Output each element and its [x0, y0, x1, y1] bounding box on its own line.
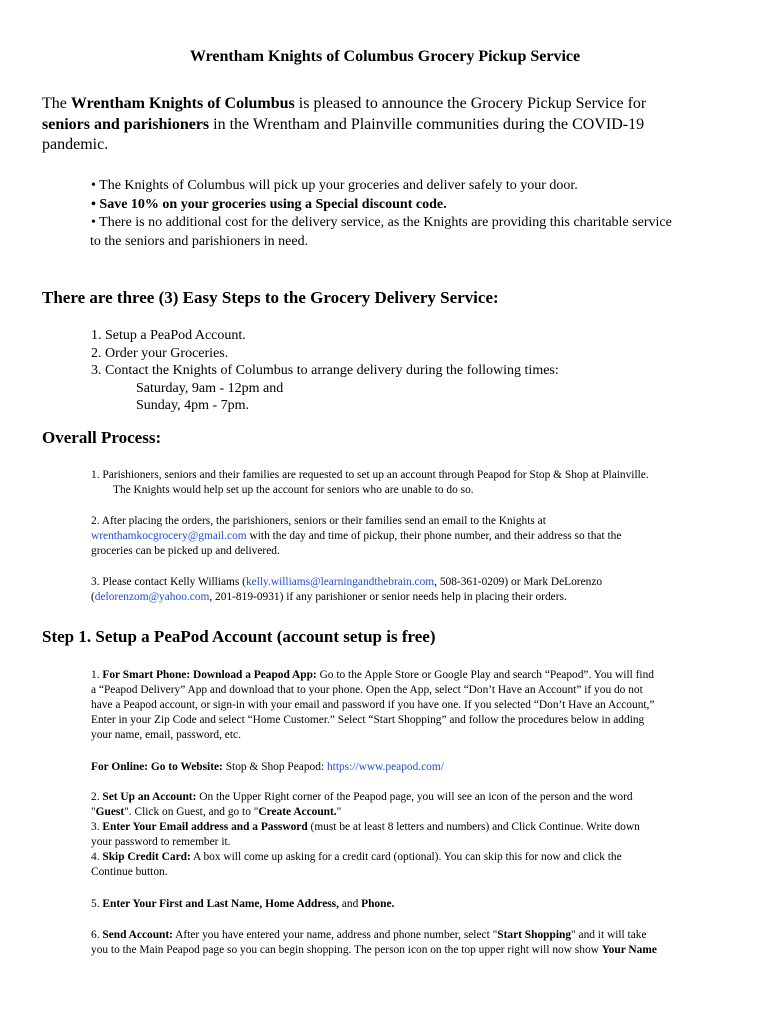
list-item: 2. Order your Groceries.: [91, 345, 229, 361]
steps-heading: There are three (3) Easy Steps to the Grocery Delivery Service:: [42, 288, 499, 307]
smartphone-instructions: 1. For Smart Phone: Download a Peapod App: Go to the Apple Store or Google Play and search “Peapod”. You will find a “Peapod Delivery” App and download that to your phone. Open the App, select “Don’t Have an Account” if you do not have a Peapod account, or sign-in with your email and password if you have one. If you selected “Don’t Have an Account,” Enter in your Zip Code and select “Home Customer.” Select “Start Shopping” and follow the procedures below in adding your name, email, password, etc.: [91, 669, 655, 741]
list-item: • Save 10% on your groceries using a Special discount code.: [91, 196, 447, 212]
account-steps: 2. Set Up an Account: On the Upper Right corner of the Peapod page, you will see an icon of the person and the word "Guest". Click on Guest, and go to "Create Account." 3. Enter Your Email address and a Password (must be at least 8 letters and numbers) and Click Continue. Write down your password to remember it. 4. Skip Credit Card: A box will come up asking for a credit card (optional). You can skip this for now and click the Continue button.: [91, 791, 640, 878]
organization-name: Wrentham Knights of Columbus: [70, 95, 295, 112]
list-item: • The Knights of Columbus will pick up your groceries and deliver safely to your door.: [91, 178, 578, 193]
page-title: Wrentham Knights of Columbus Grocery Pickup Service: [189, 48, 581, 65]
overall-heading: Overall Process:: [42, 428, 162, 447]
knights-email-link[interactable]: wrenthamkocgrocery@gmail.com: [91, 530, 247, 542]
online-instructions: For Online: Go to Website: Stop & Shop Peapod: https://www.peapod.com/: [91, 761, 444, 773]
schedule-saturday: Saturday, 9am - 12pm and: [136, 380, 284, 396]
schedule-sunday: Sunday, 4pm - 7pm.: [136, 398, 250, 413]
intro-paragraph: The Wrentham Knights of Columbus is pleased to announce the Grocery Pickup Service for seniors and parishioners in the Wrentham and Plainville communities during the COVID-19 pandemic.: [42, 95, 647, 153]
overall-item-2: 2. After placing the orders, the parishioners, seniors or their families send an email to the Knights at wrenthamkocgrocery@gmail.com with the day and time of pickup, their phone number, and their address so that the groceries can be picked up and delivered.: [91, 515, 622, 557]
list-item: 1. Setup a PeaPod Account.: [91, 328, 246, 343]
mark-email-link[interactable]: delorenzom@yahoo.com: [94, 591, 210, 603]
step1-heading: Step 1. Setup a PeaPod Account (account setup is free): [42, 627, 436, 646]
list-item-continued: to the seniors and parishioners in need.: [90, 233, 309, 249]
account-step-6: 6. Send Account: After you have entered your name, address and phone number, select "Start Shopping" and it will take you to the Main Peapod page so you can begin shopping. The person icon on the top upper right will now show Your Name: [91, 929, 657, 956]
audience-text: seniors and parishioners: [42, 115, 210, 133]
steps-list: [91, 327, 559, 415]
benefits-list: [91, 177, 736, 251]
list-item: 3. Contact the Knights of Columbus to arrange delivery during the following times:: [91, 363, 559, 378]
list-item: • There is no additional cost for the delivery service, as the Knights are providing this charitable service: [91, 215, 672, 230]
peapod-url-link[interactable]: https://www.peapod.com/: [326, 761, 444, 773]
account-step-5: 5. Enter Your First and Last Name, Home Address, and Phone.: [91, 898, 395, 910]
overall-item-1: 1. Parishioners, seniors and their families are requested to set up an account through Peapod for Stop & Shop at Plainville. The Knights would help set up the account for seniors who are unable to do so.: [91, 469, 649, 496]
overall-item-3: 3. Please contact Kelly Williams (kelly.williams@learningandthebrain.com, 508-361-0209) or Mark DeLorenzo (delorenzom@yahoo.com, 201-819-0931) if any parishioner or senior needs help in placing their orders.: [91, 576, 603, 603]
kelly-email-link[interactable]: kelly.williams@learningandthebrain.com: [245, 576, 435, 588]
